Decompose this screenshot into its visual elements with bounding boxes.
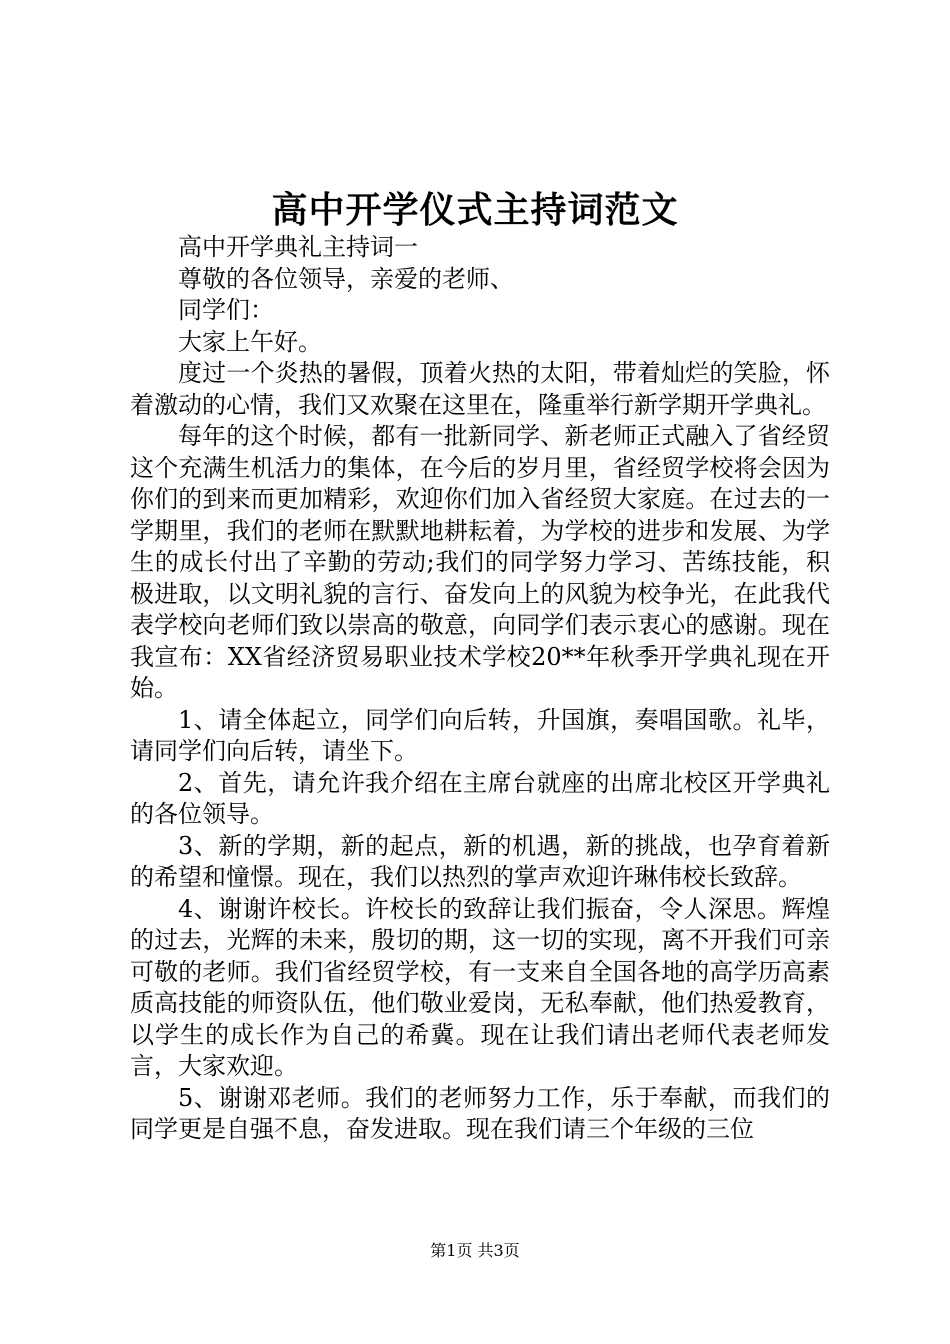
paragraph: 高中开学典礼主持词一: [178, 233, 418, 261]
paragraph: 同学们：: [178, 296, 274, 324]
page-number-footer: 第1页 共3页: [430, 1241, 520, 1260]
paragraph: 度过一个炎热的暑假，顶着火热的太阳，带着灿烂的笑脸，怀着激动的心情，我们又欢聚在这里在，隆重举行新学期开学典礼。: [130, 359, 830, 419]
paragraph: 每年的这个时候，都有一批新同学、新老师正式融入了省经贸这个充满生机活力的集体，在今后的岁月里，省经贸学校将会因为你们的到来而更加精彩，欢迎你们加入省经贸大家庭。在过去的一学期里，我们的老师在默默地耕耘着，为学校的进步和发展、为学生的成长付出了辛勤的劳动;我们的同学努力学习、苦练技能，积极进取，以文明礼貌的言行、奋发向上的风貌为校争光，在此我代表学校向老师们致以崇高的敬意，向同学们表示衷心的感谢。现在我宣布：XX省经济贸易职业技术学校20**年秋季开学典礼现在开始。: [130, 422, 830, 702]
paragraph: 4、谢谢许校长。许校长的致辞让我们振奋，令人深思。辉煌的过去，光辉的未来，殷切的期，这一切的实现，离不开我们可亲可敬的老师。我们省经贸学校，有一支来自全国各地的高学历高素质高技能的师资队伍，他们敬业爱岗，无私奉献，他们热爱教育，以学生的成长作为自己的希冀。现在让我们请出老师代表老师发言，大家欢迎。: [130, 894, 830, 1080]
paragraph: 3、新的学期，新的起点，新的机遇，新的挑战，也孕育着新的希望和憧憬。现在，我们以热烈的掌声欢迎许琳伟校长致辞。: [130, 831, 830, 891]
paragraph: 2、首先，请允许我介绍在主席台就座的出席北校区开学典礼的各位领导。: [130, 768, 830, 828]
paragraph: 尊敬的各位领导，亲爱的老师、: [178, 264, 514, 293]
paragraph: 5、谢谢邓老师。我们的老师努力工作，乐于奉献，而我们的同学更是自强不息，奋发进取。现在我们请三个年级的三位: [130, 1083, 830, 1143]
paragraph: 1、请全体起立，同学们向后转，升国旗，奏唱国歌。礼毕，请同学们向后转，请坐下。: [130, 705, 830, 765]
document-body: [130, 232, 830, 1146]
paragraph: 大家上午好。: [178, 327, 322, 356]
document-title: 高中开学仪式主持词范文: [271, 189, 679, 231]
